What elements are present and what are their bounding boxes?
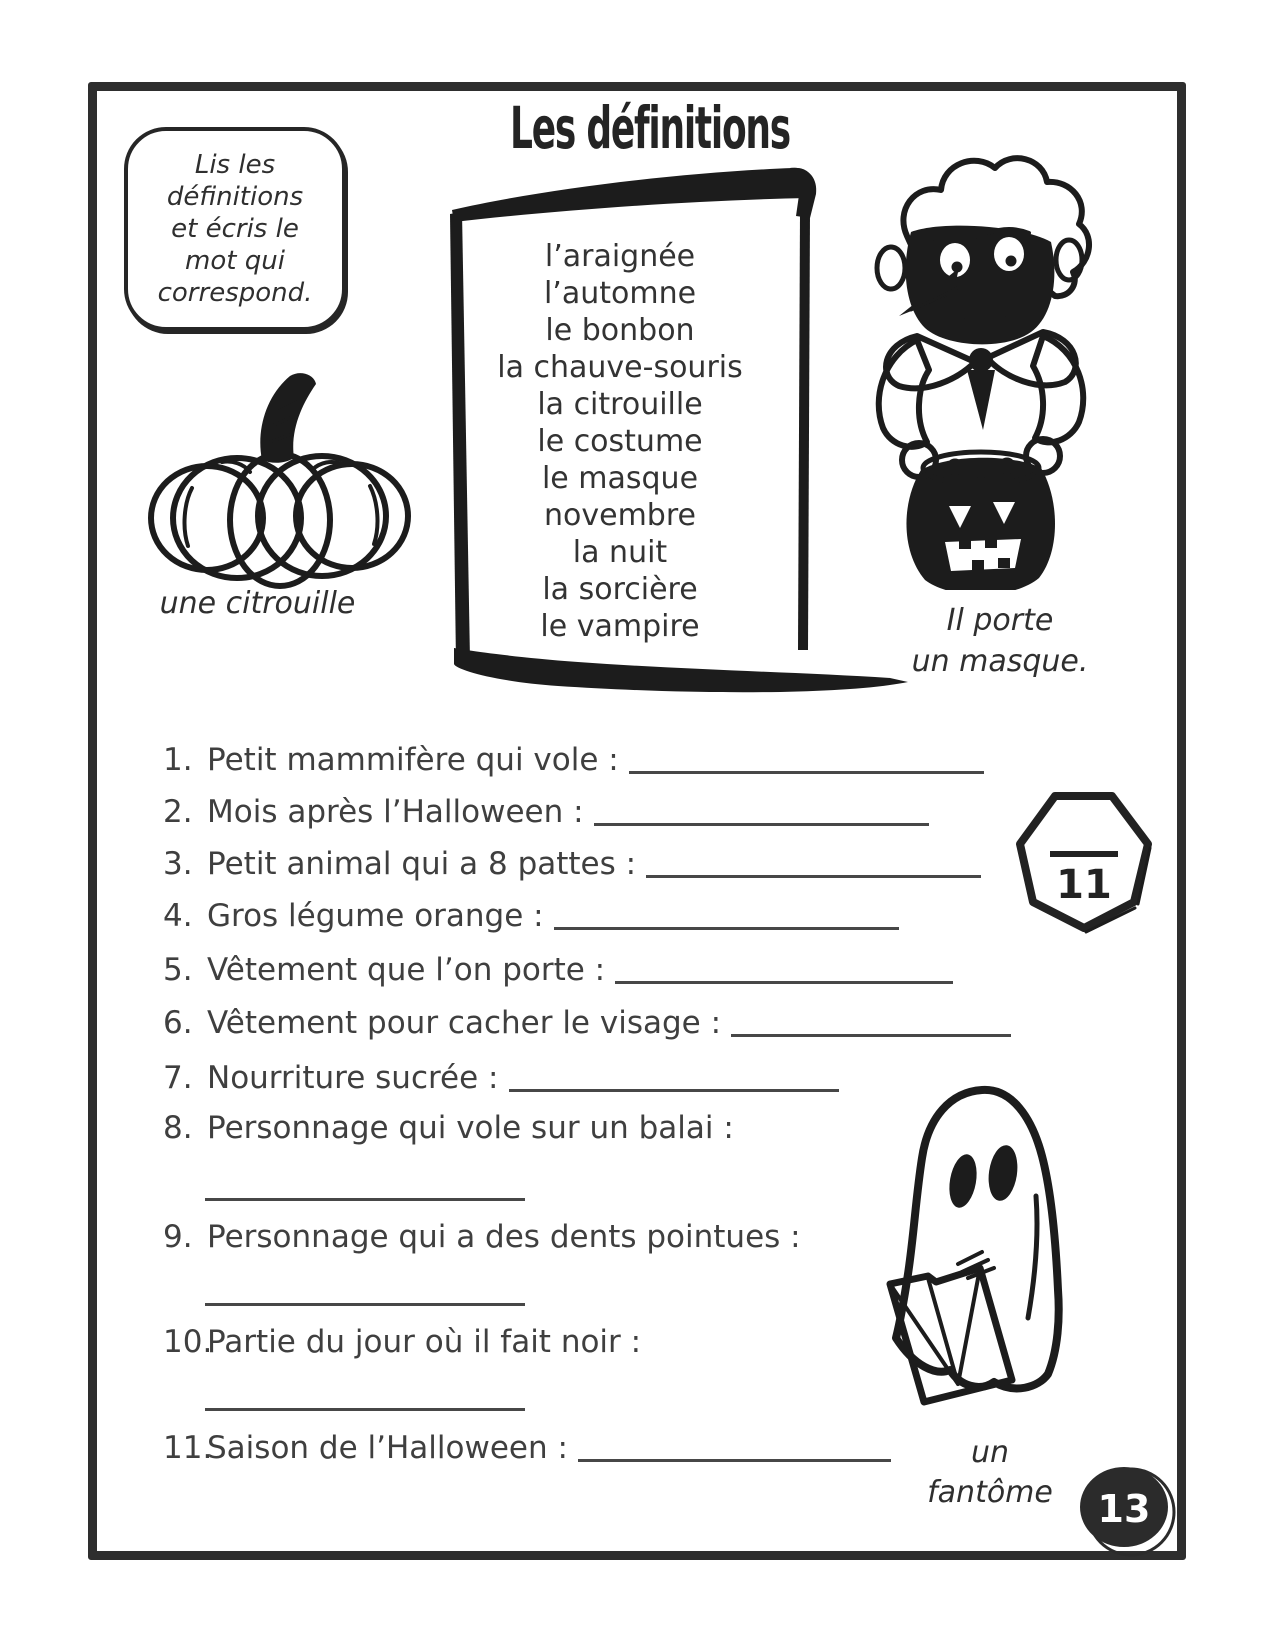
word-bank-item: la nuit	[572, 535, 668, 570]
question-text: Personnage qui a des dents pointues :	[207, 1219, 801, 1255]
page-number: 13	[1097, 1487, 1151, 1531]
instruction-line: correspond.	[157, 278, 313, 308]
answer-blank[interactable]	[205, 1158, 525, 1201]
ghost-illustration	[862, 1078, 1102, 1413]
question-row	[163, 1003, 1063, 1043]
question-text: Mois après l’Halloween :	[207, 794, 584, 830]
question-text: Vêtement pour cacher le visage :	[207, 1005, 722, 1041]
question-number: 8.	[163, 1110, 193, 1146]
question-number: 6.	[163, 1005, 193, 1041]
answer-blank[interactable]	[731, 1008, 1011, 1037]
word-bank-item: la chauve-souris	[497, 350, 743, 385]
instruction-bubble	[124, 127, 346, 331]
instruction-line: Lis les	[194, 150, 276, 180]
question-text: Partie du jour où il fait noir :	[207, 1324, 642, 1360]
page-number-badge	[1072, 1460, 1182, 1560]
answer-blank[interactable]	[629, 745, 984, 774]
question-number: 3.	[163, 846, 193, 882]
question-text: Nourriture sucrée :	[207, 1060, 499, 1096]
pumpkin-caption: une citrouille	[159, 586, 356, 621]
question-text: Petit animal qui a 8 pattes :	[207, 846, 637, 882]
question-row	[163, 950, 1063, 990]
question-text: Personnage qui vole sur un balai :	[207, 1110, 734, 1146]
question-number: 2.	[163, 794, 193, 830]
page-title: Les définitions	[510, 94, 790, 162]
answer-blank[interactable]	[594, 797, 929, 826]
instruction-line: et écris le	[171, 214, 299, 244]
word-bank-item: la citrouille	[537, 387, 703, 422]
question-text: Saison de l’Halloween :	[207, 1430, 568, 1466]
question-number: 9.	[163, 1219, 193, 1255]
masked-child-caption-line1: Il porte	[946, 603, 1054, 638]
answer-blank[interactable]	[509, 1063, 839, 1092]
word-bank-item: l’araignée	[544, 239, 696, 274]
question-text: Vêtement que l’on porte :	[207, 952, 606, 988]
question-text: Petit mammifère qui vole :	[207, 742, 619, 778]
question-row	[163, 740, 1063, 780]
masked-child-illustration	[855, 140, 1105, 590]
word-bank-item: le bonbon	[545, 313, 695, 348]
word-bank-item: novembre	[544, 498, 696, 533]
question-row	[163, 896, 1063, 936]
answer-blank[interactable]	[646, 849, 981, 878]
question-number: 10.	[163, 1324, 213, 1360]
answer-blank[interactable]	[615, 955, 953, 984]
word-bank-list	[455, 238, 785, 645]
question-text: Gros légume orange :	[207, 898, 544, 934]
ghost-caption-line1: un	[970, 1435, 1010, 1470]
word-bank-item: l’automne	[543, 276, 697, 311]
answer-blank[interactable]	[205, 1368, 525, 1411]
question-number: 11.	[163, 1430, 213, 1466]
ghost-caption-line2: fantôme	[927, 1475, 1053, 1510]
question-number: 4.	[163, 898, 193, 934]
question-number: 7.	[163, 1060, 193, 1096]
question-number: 1.	[163, 742, 193, 778]
instruction-line: définitions	[166, 182, 304, 212]
masked-child-caption	[880, 600, 1120, 682]
word-bank-item: le costume	[537, 424, 703, 459]
masked-child-caption-line2: un masque.	[911, 644, 1089, 679]
answer-blank[interactable]	[205, 1263, 525, 1306]
instruction-line: mot qui	[185, 246, 285, 276]
word-bank-item: le vampire	[540, 609, 700, 644]
word-bank-item: la sorcière	[542, 572, 698, 607]
question-row	[163, 792, 1063, 832]
answer-blank[interactable]	[578, 1433, 891, 1462]
score-denominator: 11	[1056, 862, 1112, 908]
ghost-caption	[890, 1433, 1090, 1513]
word-bank-item: le masque	[541, 461, 699, 496]
question-number: 5.	[163, 952, 193, 988]
answer-blank[interactable]	[554, 901, 899, 930]
question-row	[163, 844, 1063, 884]
pumpkin-illustration	[122, 368, 437, 603]
